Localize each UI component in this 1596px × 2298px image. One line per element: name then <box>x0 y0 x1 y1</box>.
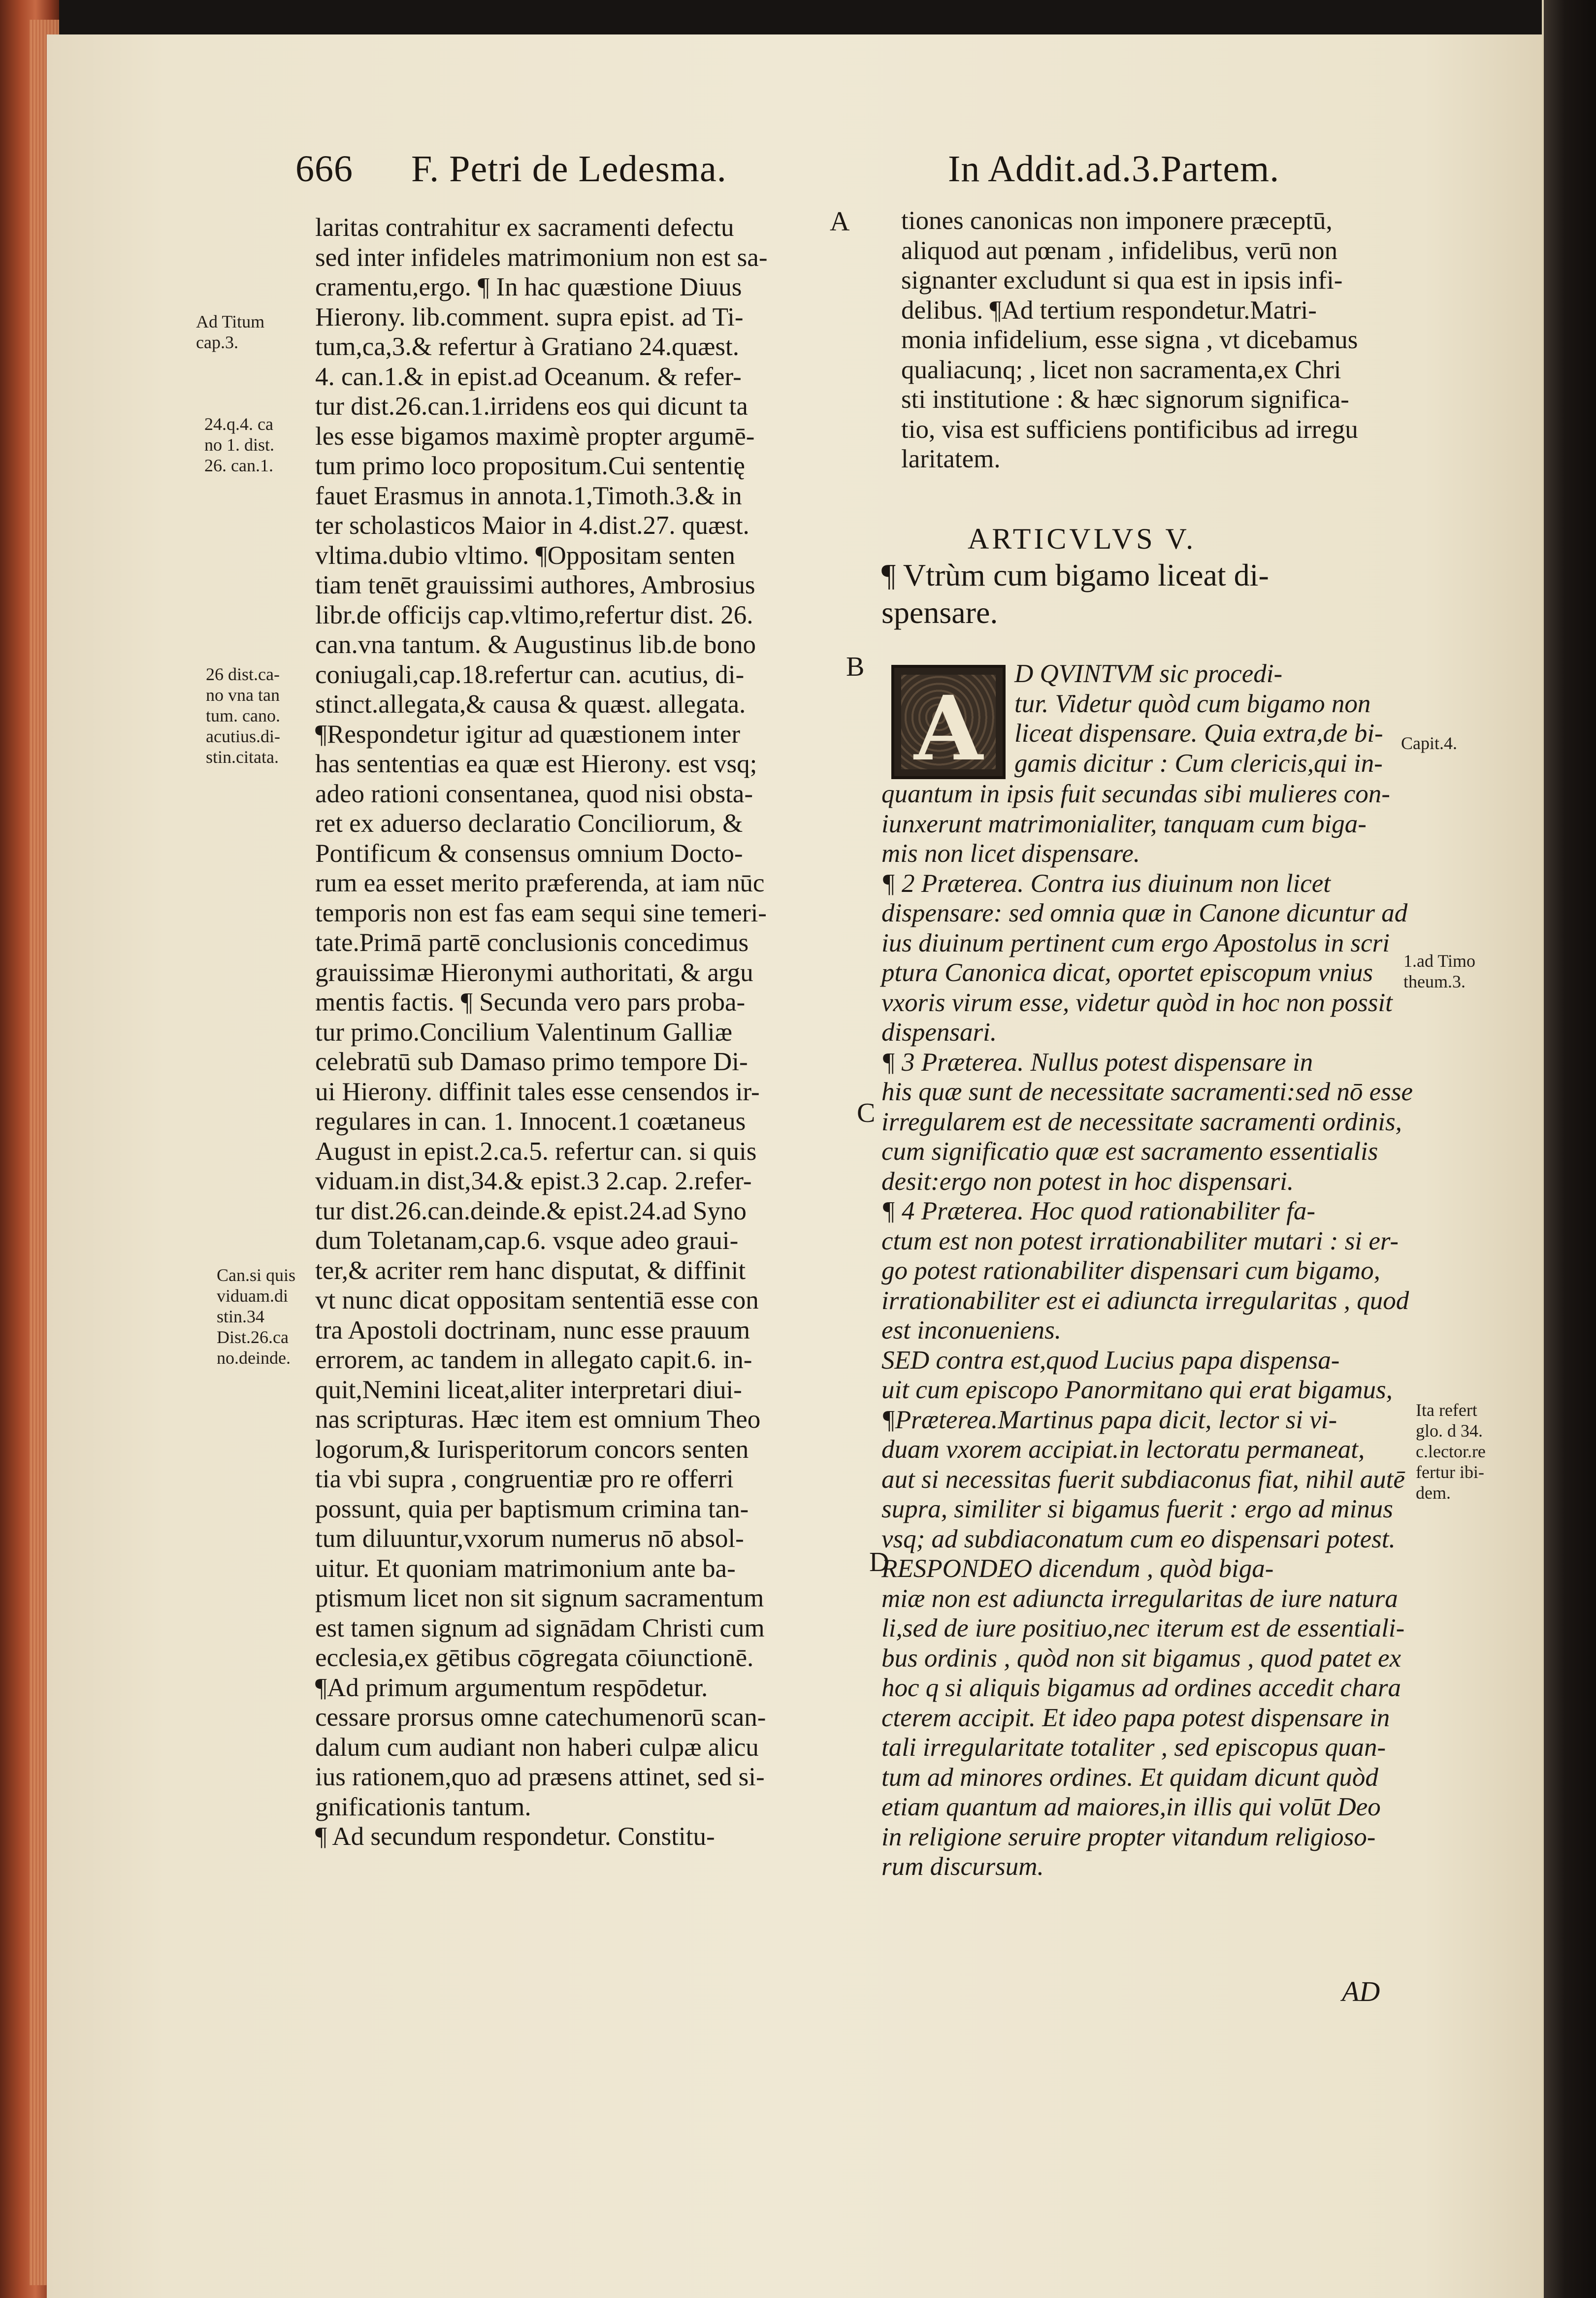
text-line: ter scholasticos Maior in 4.dist.27. quæst. <box>315 511 749 540</box>
text-line: celebratū sub Damaso primo tempore Di- <box>315 1048 748 1076</box>
text-line: les esse bigamos maximè propter argumē- <box>315 422 755 451</box>
margin-note-line: 24.q.4. ca <box>204 414 273 434</box>
text-line: laritas contrahitur ex sacramenti defectu <box>315 213 734 242</box>
text-line: mis non licet dispensare. <box>881 839 1140 868</box>
text-line: in religione seruire propter vitandum religioso- <box>881 1822 1376 1851</box>
text-line: ret ex aduerso declaratio Conciliorum, & <box>315 809 743 838</box>
text-line: libr.de officijs cap.vltimo,refertur dist. 26. <box>315 600 753 629</box>
article-question <box>881 557 1269 631</box>
text-line: quantum in ipsis fuit secundas sibi mulieres con- <box>881 780 1390 808</box>
text-line: August in epist.2.ca.5. refertur can. si quis <box>315 1137 757 1166</box>
decorated-initial <box>891 665 1006 779</box>
text-line: sed inter infideles matrimonium non est sa- <box>315 243 768 272</box>
text-line: mentis factis. ¶ Secunda vero pars proba- <box>315 988 746 1017</box>
text-line: hoc q si aliquis bigamus ad ordines accedit chara <box>881 1674 1401 1702</box>
text-line: can.vna tantum. & Augustinus lib.de bono <box>315 630 756 659</box>
text-line: supra, similiter si bigamus fuerit : ergo ad minus <box>881 1495 1393 1523</box>
text-line: errorem, ac tandem in allegato capit.6. in- <box>315 1346 752 1374</box>
text-line: stinct.allegata,& causa & quæst. allegata. <box>315 690 746 719</box>
section-letter-a: A <box>830 206 850 237</box>
text-line: possunt, quia per baptismum crimina tan- <box>315 1494 749 1523</box>
article-question-line: ¶ Vtrùm cum bigamo liceat di- <box>881 558 1269 592</box>
article-title: ARTICVLVS V. <box>968 523 1197 555</box>
text-line: tali irregularitate totaliter , sed episcopus quan- <box>881 1733 1386 1762</box>
initial-letter: A <box>914 677 983 781</box>
text-line: irrationabiliter est ei adiuncta irregularitas , quod <box>881 1286 1409 1315</box>
text-line: SED contra est,quod Lucius papa dispensa- <box>881 1346 1340 1375</box>
margin-note-line: no.deinde. <box>217 1348 291 1368</box>
right-text-body <box>881 779 1413 1882</box>
margin-note-line: c.lector.re <box>1416 1442 1486 1461</box>
margin-note-line: tum. cano. <box>206 706 280 725</box>
text-line: Hierony. lib.comment. supra epist. ad Ti- <box>315 302 744 331</box>
margin-note-line: 26 dist.ca- <box>206 664 280 684</box>
text-line: liceat dispensare. Quia extra,de bi- <box>1014 719 1383 748</box>
text-line: ptismum licet non sit signum sacramentum <box>315 1584 764 1612</box>
text-line: rum ea esset merito præferenda, at iam nūc <box>315 869 765 897</box>
right-text-beside-initial <box>1014 659 1408 778</box>
text-line: ¶Ad primum argumentum respōdetur. <box>315 1673 708 1702</box>
text-line: tiam tenēt grauissimi authores, Ambrosius <box>315 571 755 599</box>
text-line: ui Hierony. diffinit tales esse censendos ir- <box>315 1077 760 1106</box>
text-line: quit,Nemini liceat,aliter interpretari diui- <box>315 1375 742 1404</box>
text-line: ¶ Ad secundum respondetur. Constitu- <box>315 1822 715 1851</box>
running-title-right: In Addit.ad.3.Partem. <box>948 148 1280 190</box>
text-line: aliquod aut pœnam , infidelibus, verū non <box>901 236 1338 265</box>
running-title-left: F. Petri de Ledesma. <box>411 148 727 190</box>
text-line: ius rationem,quo ad præsens attinet, sed si- <box>315 1763 765 1791</box>
text-line: go potest rationabiliter dispensari cum bigamo, <box>881 1256 1380 1285</box>
text-line: est tamen signum ad signādam Christi cum <box>315 1613 765 1642</box>
text-line: tur dist.26.can.1.irridens eos qui dicunt ta <box>315 392 748 421</box>
text-line: delibus. ¶Ad tertium respondetur.Matri- <box>901 295 1317 325</box>
margin-note-line: Capit.4. <box>1401 733 1457 753</box>
margin-note-line: viduam.di <box>217 1286 288 1306</box>
text-line: has sententias ea quæ est Hierony. est vsq; <box>315 750 757 778</box>
text-line: vsq; ad subdiaconatum cum eo dispensari potest. <box>881 1524 1396 1553</box>
text-line: coniugali,cap.18.refertur can. acutius, di- <box>315 660 745 689</box>
text-line: aut si necessitas fuerit subdiaconus fiat, nihil autē <box>881 1465 1405 1494</box>
text-line: qualiacunq; , licet non sacramenta,ex Chri <box>901 355 1341 384</box>
text-line: ius diuinum pertinent cum ergo Apostolus in scri <box>881 928 1390 957</box>
text-line: tum ad minores ordines. Et quidam dicunt quòd <box>881 1763 1378 1792</box>
text-line: dum Toletanam,cap.6. vsque adeo graui- <box>315 1226 739 1255</box>
text-line: cterem accipit. Et ideo papa potest dispensare in <box>881 1703 1390 1732</box>
margin-note-line: fertur ibi- <box>1416 1462 1484 1482</box>
margin-note-line: dem. <box>1416 1483 1451 1503</box>
text-line: viduam.in dist,34.& epist.3 2.cap. 2.refer- <box>315 1167 752 1195</box>
section-letter-c: C <box>857 1098 876 1128</box>
margin-note-ita-refert <box>1416 1400 1486 1503</box>
margin-note-line: acutius.di- <box>206 726 280 746</box>
text-line: tum primo loco propositum.Cui sententię <box>315 452 745 480</box>
text-line: vt nunc dicat oppositam sententiā esse con <box>315 1286 759 1314</box>
text-line: tur dist.26.can.deinde.& epist.24.ad Syno <box>315 1196 747 1225</box>
margin-note-line: Ita refert <box>1416 1400 1477 1420</box>
text-line: ¶Respondetur igitur ad quæstionem inter <box>315 720 741 749</box>
text-line: Pontificum & consensus omnium Docto- <box>315 839 743 868</box>
text-line: uit cum episcopo Panormitano qui erat bigamus, <box>881 1376 1393 1404</box>
text-line: nas scripturas. Hæc item est omnium Theo <box>315 1405 761 1434</box>
text-line: li,sed de iure positiuo,nec iterum est de essentiali- <box>881 1614 1405 1642</box>
margin-note-line: no 1. dist. <box>204 435 275 455</box>
margin-note-24q4 <box>204 414 274 476</box>
text-line: regulares in can. 1. Innocent.1 coætaneus <box>315 1107 746 1136</box>
text-line: ctum est non potest irrationabiliter mutari : si er- <box>881 1226 1399 1255</box>
text-line: dispensare: sed omnia quæ in Canone dicuntur ad <box>881 899 1408 927</box>
text-line: rum discursum. <box>881 1852 1044 1881</box>
text-line: ecclesia,ex gētibus cōgregata cōiunctionē. <box>315 1643 754 1672</box>
book-gutter <box>1544 0 1596 2298</box>
text-line: ¶Præterea.Martinus papa dicit, lector si vi- <box>881 1405 1337 1434</box>
text-line: miæ non est adiuncta irregularitas de iure natura <box>881 1584 1398 1613</box>
catchword: AD <box>1342 1975 1380 2007</box>
text-line: irregularem est de necessitate sacramenti ordinis, <box>881 1107 1402 1136</box>
text-line: tum diluuntur,vxorum numerus nō absol- <box>315 1524 744 1553</box>
text-line: laritatem. <box>901 445 1001 473</box>
section-letter-d: D <box>869 1547 889 1577</box>
text-line: tio, visa est sufficiens pontificibus ad irregu <box>901 415 1358 444</box>
text-line: his quæ sunt de necessitate sacramenti:sed nō esse <box>881 1078 1413 1106</box>
text-line: tate.Primā partē conclusionis concedimus <box>315 928 749 957</box>
margin-note-capit4 <box>1401 733 1457 754</box>
text-line: duam vxorem accipiat.in lectoratu permaneat, <box>881 1435 1365 1464</box>
margin-note-line: stin.34 <box>217 1307 265 1326</box>
text-line: vltima.dubio vltimo. ¶Oppositam senten <box>315 541 735 570</box>
margin-note-line: Dist.26.ca <box>217 1327 289 1347</box>
text-line: gnificationis tantum. <box>315 1792 531 1821</box>
text-line: signanter excludunt si qua est in ipsis infi- <box>901 266 1343 295</box>
text-line: cramentu,ergo. ¶ In hac quæstione Diuus <box>315 273 742 301</box>
right-text-column-top <box>901 206 1403 474</box>
margin-note-line: 26. can.1. <box>204 456 273 475</box>
margin-note-line: theum.3. <box>1403 972 1466 991</box>
text-line: uitur. Et quoniam matrimonium ante ba- <box>315 1554 736 1583</box>
text-line: est inconueniens. <box>881 1316 1062 1345</box>
text-line: tum,ca,3.& refertur à Gratiano 24.quæst. <box>315 332 739 361</box>
text-line: ¶ 2 Præterea. Contra ius diuinum non licet <box>881 869 1331 898</box>
section-letter-b: B <box>846 652 865 682</box>
margin-note-line: glo. d 34. <box>1416 1421 1483 1441</box>
text-line: etiam quantum ad maiores,in illis qui volūt Deo <box>881 1793 1381 1821</box>
text-line: D QVINTVM sic procedi- <box>1014 659 1283 688</box>
text-line: ter,& acriter rem hanc disputat, & diffinit <box>315 1256 746 1285</box>
margin-note-ad-timotheum <box>1403 951 1475 992</box>
text-line: monia infidelium, esse signa , vt dicebamus <box>901 326 1358 354</box>
text-line: 4. can.1.& in epist.ad Oceanum. & refer- <box>315 362 742 391</box>
article-question-line: spensare. <box>881 595 998 630</box>
text-line: iunxerunt matrimonialiter, tanquam cum biga- <box>881 809 1367 838</box>
text-line: tra Apostoli doctrinam, nunc esse prauum <box>315 1315 750 1345</box>
text-line: gamis dicitur : Cum clericis,qui in- <box>1014 749 1383 778</box>
margin-note-line: 1.ad Timo <box>1403 951 1476 971</box>
left-text-column <box>315 213 827 1852</box>
margin-note-ad-titum <box>196 311 264 353</box>
text-line: tia vbi supra , congruentiæ pro re offerri <box>315 1465 734 1493</box>
margin-note-26dist <box>206 664 280 767</box>
text-line: dispensari. <box>881 1018 997 1047</box>
text-line: grauissimæ Hieronymi authoritati, & argu <box>315 958 753 987</box>
text-line: tur primo.Concilium Valentinum Galliæ <box>315 1018 732 1047</box>
text-line: temporis non est fas eam sequi sine temeri- <box>315 898 767 927</box>
margin-note-can-si-quis <box>217 1265 295 1368</box>
text-line: sti institutione : & hæc signorum significa- <box>901 385 1349 414</box>
text-line: bus ordinis , quòd non sit bigamus , quod patet ex <box>881 1643 1401 1673</box>
margin-note-line: cap.3. <box>196 332 238 352</box>
text-line: dalum cum audiant non haberi culpæ alicu <box>315 1733 759 1762</box>
text-line: cum significatio quæ est sacramento essentialis <box>881 1137 1378 1166</box>
text-line: tiones canonicas non imponere præceptū, <box>901 206 1333 235</box>
margin-note-line: stin.citata. <box>206 747 279 767</box>
margin-note-line: no vna tan <box>206 685 280 705</box>
margin-note-line: Can.si quis <box>217 1265 296 1285</box>
text-line: ptura Canonica dicat, oportet episcopum vnius <box>881 958 1373 987</box>
text-line: RESPONDEO dicendum , quòd biga- <box>881 1554 1274 1583</box>
text-line: fauet Erasmus in annota.1,Timoth.3.& in <box>315 481 742 510</box>
text-line: ¶ 3 Præterea. Nullus potest dispensare in <box>881 1048 1313 1077</box>
text-line: desit:ergo non potest in hoc dispensari. <box>881 1167 1294 1196</box>
text-line: vxoris virum esse, videtur quòd in hoc non possit <box>881 988 1393 1017</box>
text-line: tur. Videtur quòd cum bigamo non <box>1014 689 1371 718</box>
text-line: logorum,& Iurisperitorum concors senten <box>315 1435 749 1464</box>
text-line: cessare prorsus omne catechumenorū scan- <box>315 1703 766 1732</box>
page-number: 666 <box>295 148 353 190</box>
text-line: ¶ 4 Præterea. Hoc quod rationabiliter fa- <box>881 1197 1316 1225</box>
text-line: adeo rationi consentanea, quod nisi obsta- <box>315 779 753 808</box>
margin-note-line: Ad Titum <box>196 312 265 331</box>
